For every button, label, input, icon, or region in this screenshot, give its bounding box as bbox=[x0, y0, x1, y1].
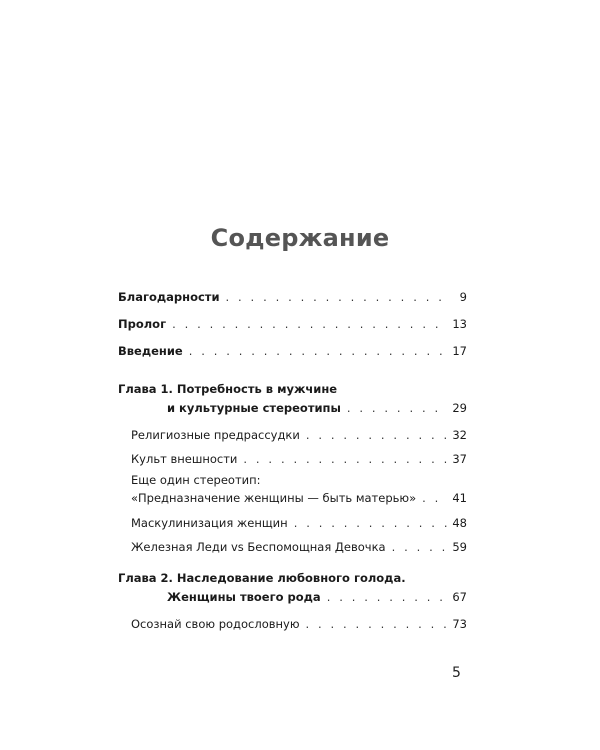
toc-entry-label: Благодарности bbox=[118, 290, 220, 304]
leader-dots bbox=[347, 400, 448, 416]
leader-dots bbox=[294, 515, 449, 531]
toc-section-motherhood-stereotype[interactable] bbox=[131, 490, 467, 506]
chapter2-title-line1[interactable]: Глава 2. Наследование любовного голода. bbox=[118, 571, 406, 585]
leader-dots bbox=[226, 289, 449, 305]
toc-page-number: 13 bbox=[452, 317, 467, 331]
toc-section-appearance-cult[interactable] bbox=[131, 451, 467, 467]
toc-page-number: 41 bbox=[452, 491, 467, 505]
leader-dots bbox=[189, 343, 449, 359]
toc-section-label: Маскулинизация женщин bbox=[131, 516, 288, 530]
toc-page-number: 48 bbox=[452, 516, 467, 530]
chapter2-title-line2: Женщины твоего рода bbox=[167, 590, 321, 604]
chapter1-entry[interactable] bbox=[167, 400, 467, 416]
chapter2-entry[interactable] bbox=[167, 589, 467, 605]
toc-section-label: Культ внешности bbox=[131, 452, 238, 466]
toc-page-number: 59 bbox=[452, 540, 467, 554]
toc-page-number: 37 bbox=[452, 452, 467, 466]
chapter1-title-line1[interactable]: Глава 1. Потребность в мужчине bbox=[118, 382, 338, 396]
leader-dots bbox=[392, 539, 449, 555]
toc-entry-label: Пролог bbox=[118, 317, 167, 331]
chapter1-title-line2: и культурные стереотипы bbox=[167, 401, 341, 415]
page-title: Содержание bbox=[210, 224, 390, 252]
toc-section-stereotype-line1[interactable]: Еще один стереотип: bbox=[131, 473, 261, 487]
toc-entry-prologue[interactable] bbox=[118, 316, 467, 332]
toc-section-label: Железная Леди vs Беспомощная Девочка bbox=[131, 540, 386, 554]
toc-page-number: 67 bbox=[452, 590, 467, 604]
leader-dots bbox=[243, 451, 448, 467]
leader-dots bbox=[306, 427, 449, 443]
toc-page-number: 73 bbox=[452, 617, 467, 631]
toc-section-label: Осознай свою родословную bbox=[131, 617, 300, 631]
toc-section-genealogy[interactable] bbox=[131, 616, 467, 632]
toc-page-number: 32 bbox=[452, 428, 467, 442]
toc-section-label: «Предназначение женщины — быть матерью» bbox=[131, 491, 417, 505]
toc-section-iron-lady[interactable] bbox=[131, 539, 467, 555]
toc-entry-label: Введение bbox=[118, 344, 183, 358]
toc-section-religious-prejudice[interactable] bbox=[131, 427, 467, 443]
toc-entry-introduction[interactable] bbox=[118, 343, 467, 359]
page-number-footer: 5 bbox=[452, 665, 461, 681]
toc-section-masculinization[interactable] bbox=[131, 515, 467, 531]
toc-page-number: 9 bbox=[459, 290, 467, 304]
leader-dots bbox=[422, 490, 448, 506]
leader-dots bbox=[172, 316, 448, 332]
toc-entry-acknowledgements[interactable] bbox=[118, 289, 467, 305]
leader-dots bbox=[327, 589, 449, 605]
toc-page-number: 17 bbox=[452, 344, 467, 358]
toc-section-label: Религиозные предрассудки bbox=[131, 428, 300, 442]
toc-page-number: 29 bbox=[452, 401, 467, 415]
leader-dots bbox=[306, 616, 449, 632]
